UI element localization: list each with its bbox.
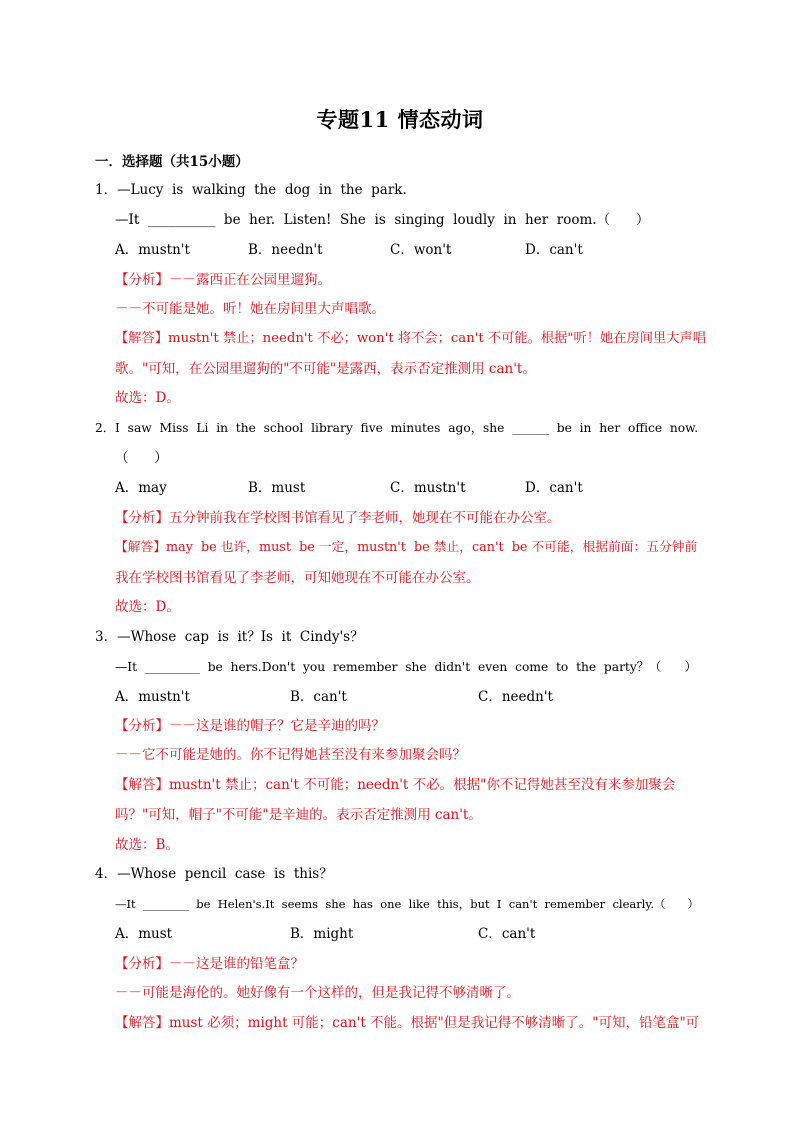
section-heading: 一．选择题（共15小题） [95,154,249,170]
question-3-answer: 故选：B。 [115,837,179,853]
question-1-analysis: 【分析】－－露西正在公园里遛狗。 [115,272,331,288]
question-1-analysis-cont: －－不可能是她。听！她在房间里大声唱歌。 [115,301,385,317]
question-3-analysis: 【分析】－－这是谁的帽子？它是辛迪的吗？ [115,718,385,734]
question-2-option-b: B．must [248,480,306,496]
question-2-analysis: 【分析】五分钟前我在学校图书馆看见了李老师，她现在不可能在办公室。 [115,510,561,526]
page-title: 专题11 情态动词 [316,107,484,132]
question-1-solution: 【解答】mustn't 禁止；needn't 不必；won't 将不会；can't 不可能。根据"听！她在房间里大声唱 [115,331,707,346]
question-1-stem: 1．—Lucy is walking the dog in the park. [95,182,407,198]
question-3-solution-cont: 吗？"可知，帽子"不可能"是辛迪的。表示否定推测用 can't。 [115,807,482,823]
question-2-solution: 【解答】may be 也许，must be 一定，mustn't be 禁止，can't be 不可能，根据前面：五分钟前 [115,540,698,555]
question-3-analysis-cont: －－它不可能是她的。你不记得她甚至没有来参加聚会吗？ [115,747,466,763]
question-1-answer: 故选：D。 [115,390,180,406]
question-4-option-a: A．must [115,926,173,942]
question-4-blank-line: —It ________ be Helen's.It seems she has one like this，but I can't remember clearly.（ ） [115,897,699,911]
question-1-option-b: B．needn't [248,242,323,258]
question-3-option-b: B．can't [290,689,347,705]
question-2-option-c: C．mustn't [390,480,466,496]
question-3-option-a: A．mustn't [115,689,190,705]
question-4-stem: 4．—Whose pencil case is this？ [95,866,333,882]
question-4-analysis: 【分析】－－这是谁的铅笔盒？ [115,956,304,972]
question-4-analysis-cont: －－可能是海伦的。她好像有一个这样的，但是我记得不够清晰了。 [115,985,520,1001]
question-3-stem: 3．—Whose cap is it？Is it Cindy's？ [95,629,364,645]
question-4-option-c: C．can't [478,926,536,942]
question-2-solution-cont: 我在学校图书馆看见了李老师，可知她现在不可能在办公室。 [115,570,480,586]
question-2-option-d: D．can't [525,480,583,496]
question-2-paren: （ ） [115,450,168,466]
question-4-solution: 【解答】must 必须；might 可能；can't 不能。根据"但是我记得不够清晰了。"可知，铅笔盒"可 [115,1015,700,1031]
question-2-answer: 故选：D。 [115,599,180,615]
question-3-blank-line: —It _________ be hers.Don't you remember she didn't even come to the party？（ ） [115,660,697,674]
question-4-option-b: B．might [290,926,354,942]
question-1-option-a: A．mustn't [115,242,190,258]
question-1-blank-line: —It __________ be her. Listen! She is singing loudly in her room.（ ） [115,212,650,228]
question-2-stem: 2．I saw Miss Li in the school library five minutes ago，she ______ be in her office now. [95,421,699,435]
question-3-solution: 【解答】mustn't 禁止；can't 不可能；needn't 不必。根据"你不记得她甚至没有来参加聚会 [115,777,676,793]
question-1-option-c: C．won't [390,242,452,258]
question-2-option-a: A．may [115,480,167,496]
question-1-option-d: D．can't [525,242,583,258]
question-3-option-c: C．needn't [478,689,553,705]
question-1-solution-cont: 歌。"可知，在公园里遛狗的"不可能"是露西，表示否定推测用 can't。 [115,361,536,377]
